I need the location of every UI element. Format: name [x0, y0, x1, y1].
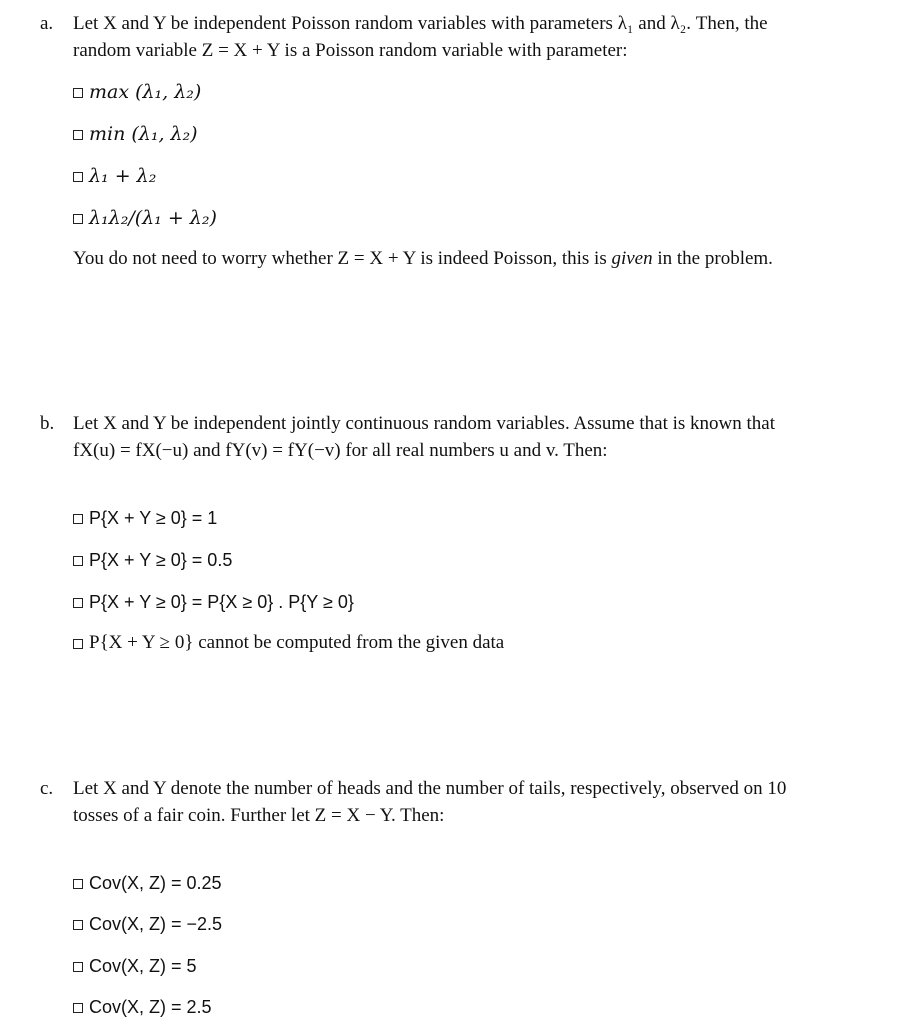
option-a4[interactable] [73, 206, 217, 230]
option-label: P{X + Y ≥ 0} cannot be computed from the given data [89, 632, 505, 653]
option-label: Cov(X, Z) = 2.5 [89, 997, 212, 1017]
question-stem [73, 410, 873, 464]
question-stem [73, 775, 873, 829]
option-a3[interactable] [73, 164, 156, 188]
option-a2[interactable] [73, 122, 198, 146]
option-label: P{X + Y ≥ 0} = 1 [89, 508, 218, 528]
question-stem [73, 10, 873, 64]
option-label: P{X + Y ≥ 0} = P{X ≥ 0} . P{Y ≥ 0} [89, 592, 354, 612]
option-c3[interactable] [73, 954, 197, 978]
checkbox-icon[interactable] [73, 556, 83, 566]
option-label: Cov(X, Z) = −2.5 [89, 914, 223, 934]
stem-line: tosses of a fair coin. Further let Z = X − Y. Then: [73, 805, 445, 826]
option-label: min (λ₁, λ₂) [89, 123, 198, 145]
stem-line: Let X and Y denote the number of heads and the number of tails, respectively, observed on 10 [73, 778, 787, 799]
option-label: P{X + Y ≥ 0} = 0.5 [89, 550, 233, 570]
checkbox-icon[interactable] [73, 88, 83, 98]
checkbox-icon[interactable] [73, 962, 83, 972]
option-b3[interactable] [73, 590, 354, 614]
stem-line: Let X and Y be independent Poisson random variables with parameters λ₁ and λ₂. Then, the [73, 13, 768, 34]
option-label: max (λ₁, λ₂) [89, 81, 202, 103]
option-a1[interactable] [73, 80, 201, 104]
checkbox-icon[interactable] [73, 598, 83, 608]
option-c1[interactable] [73, 871, 222, 895]
note-text-after: in the problem. [652, 248, 773, 269]
stem-line: random variable Z = X + Y is a Poisson random variable with parameter: [73, 40, 628, 61]
question-letter: a. [40, 13, 54, 34]
option-c2[interactable] [73, 912, 222, 936]
checkbox-icon[interactable] [73, 172, 83, 182]
checkbox-icon[interactable] [73, 920, 83, 930]
checkbox-icon[interactable] [73, 130, 83, 140]
option-b4[interactable] [73, 631, 504, 655]
checkbox-icon[interactable] [73, 1003, 83, 1013]
checkbox-icon[interactable] [73, 879, 83, 889]
stem-line: Let X and Y be independent jointly continuous random variables. Assume that is known that [73, 413, 775, 434]
question-letter: c. [40, 778, 54, 799]
option-label: Cov(X, Z) = 0.25 [89, 873, 222, 893]
checkbox-icon[interactable] [73, 514, 83, 524]
checkbox-icon[interactable] [73, 214, 83, 224]
stem-line: fX(u) = fX(−u) and fY(v) = fY(−v) for all real numbers u and v. Then: [73, 440, 608, 461]
option-label: λ₁ + λ₂ [89, 165, 157, 187]
option-c4[interactable] [73, 995, 212, 1019]
note-emphasis: given [611, 248, 653, 269]
option-b1[interactable] [73, 506, 217, 530]
note-text-before: You do not need to worry whether Z = X + Y is indeed Poisson, this is [73, 248, 612, 269]
option-b2[interactable] [73, 548, 232, 572]
option-label: λ₁λ₂/(λ₁ + λ₂) [89, 207, 217, 229]
question-letter: b. [40, 413, 55, 434]
option-label: Cov(X, Z) = 5 [89, 956, 197, 976]
checkbox-icon[interactable] [73, 639, 83, 649]
question-note [73, 245, 773, 272]
